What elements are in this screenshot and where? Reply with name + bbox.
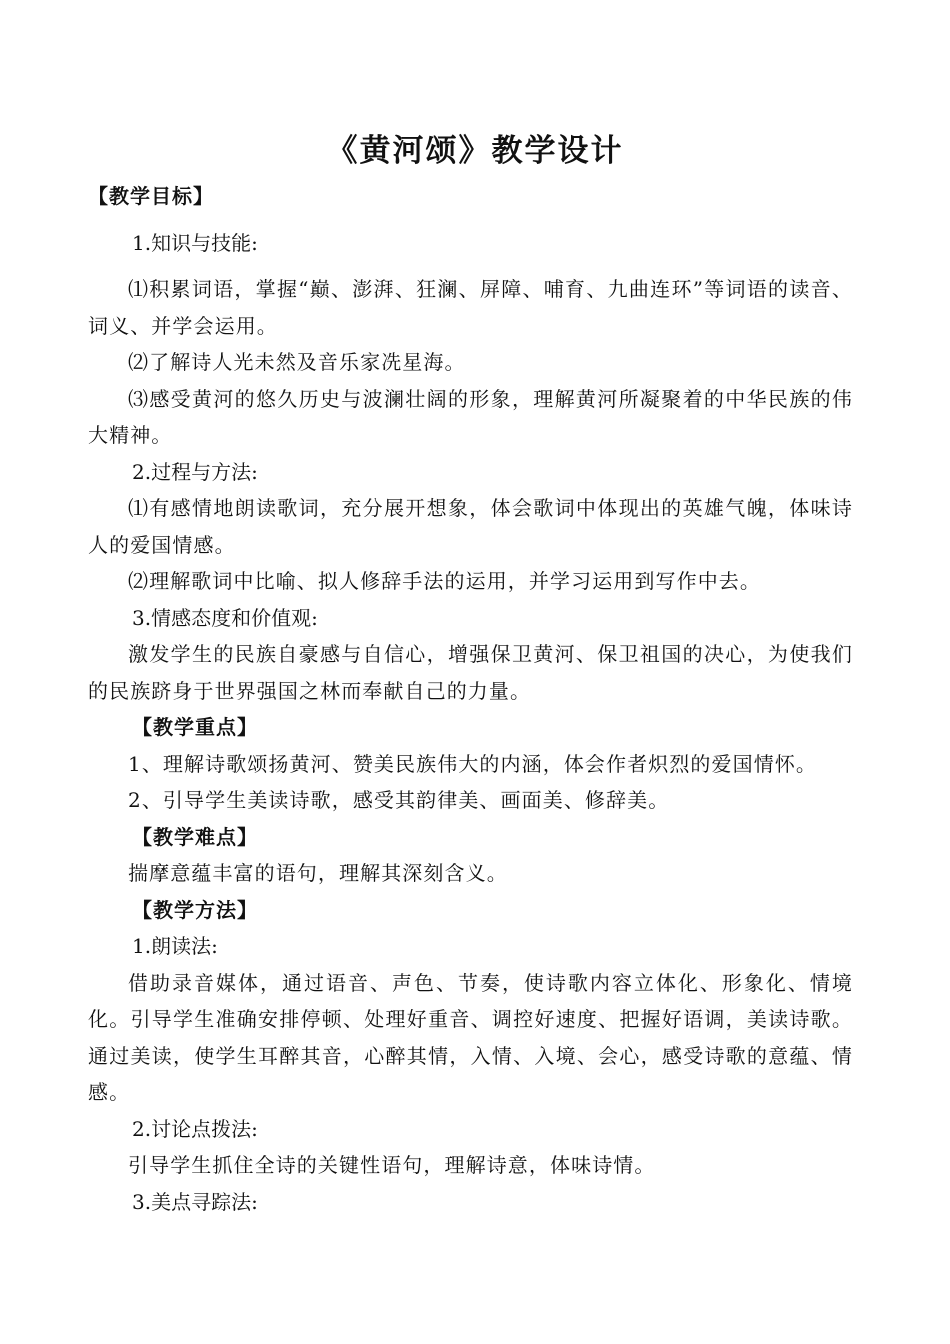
- goal2-heading: 2.过程与方法:: [132, 459, 258, 484]
- page-title: 《黄河颂》教学设计: [326, 133, 624, 169]
- key-point-2: 2、引导学生美读诗歌，感受其韵律美、画面美、修辞美。: [128, 788, 670, 812]
- goal1-heading: 1.知识与技能:: [132, 230, 258, 255]
- key-points-heading: 【教学重点】: [132, 715, 258, 739]
- method1-text: 借助录音媒体，通过语音、声色、节奏，使诗歌内容立体化、形象化、情境化。引导学生准确安排停顿、处理好重音、调控好速度、把握好语调，美读诗歌。通过美读，使学生耳醉其音，心醉其情，入情、入境、会心，感受诗歌的意蕴、情感。: [88, 970, 853, 1104]
- method3-heading: 3.美点寻踪法:: [132, 1189, 258, 1214]
- key-point-1: 1、理解诗歌颂扬黄河、赞美民族伟大的内涵，体会作者炽烈的爱国情怀。: [128, 751, 818, 776]
- method-heading: 【教学方法】: [132, 897, 258, 922]
- method1-heading: 1.朗读法:: [132, 934, 218, 958]
- goal3-text: 激发学生的民族自豪感与自信心，增强保卫黄河、保卫祖国的决心，为使我们的民族跻身于世界强国之林而奉献自己的力量。: [88, 642, 853, 703]
- difficulty-heading: 【教学难点】: [132, 824, 258, 849]
- goal2-item1: ⑴有感情地朗读歌词，充分展开想象，体会歌词中体现出的英雄气魄，体味诗人的爱国情感。: [88, 496, 853, 557]
- method2-heading: 2.讨论点拨法:: [132, 1116, 258, 1141]
- goal1-item1: ⑴积累词语，掌握“巅、澎湃、狂澜、屏障、哺育、九曲连环”等词语的读音、词义、并学会运用。: [88, 277, 853, 338]
- difficulty-text: 揣摩意蕴丰富的语句，理解其深刻含义。: [128, 861, 508, 885]
- method2-text: 引导学生抓住全诗的关键性语句，理解诗意，体味诗情。: [128, 1153, 656, 1177]
- document-body: [88, 178, 853, 1220]
- goal1-item2: ⑵了解诗人光未然及音乐家冼星海。: [128, 350, 466, 374]
- goal2-item2: ⑵理解歌词中比喻、拟人修辞手法的运用，并学习运用到写作中去。: [128, 569, 761, 593]
- goal1-item3: ⑶感受黄河的悠久历史与波澜壮阔的形象，理解黄河所凝聚着的中华民族的伟大精神。: [88, 386, 853, 447]
- goal3-heading: 3.情感态度和价值观:: [132, 605, 318, 630]
- goals-heading: 【教学目标】: [88, 184, 214, 208]
